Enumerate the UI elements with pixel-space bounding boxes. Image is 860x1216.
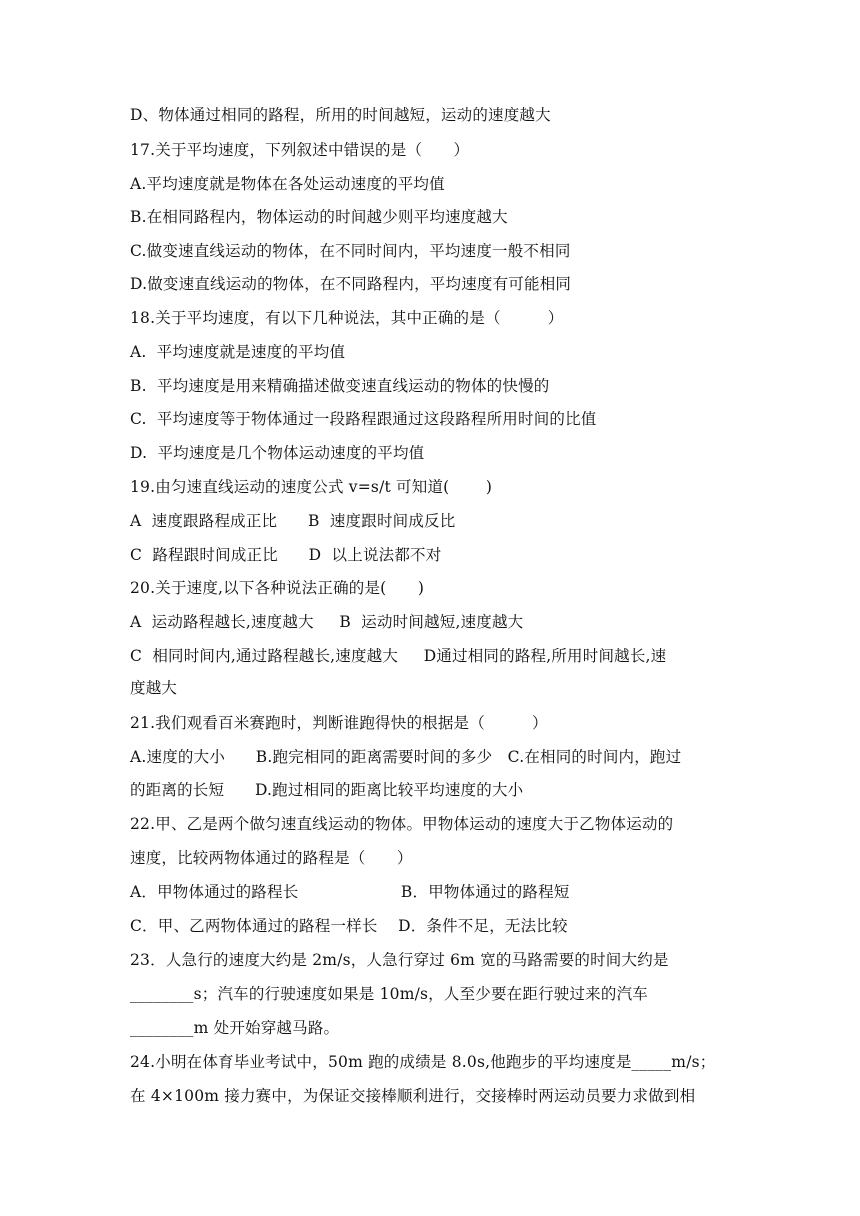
question-23-stem-continued: ________s；汽车的行驶速度如果是 10m/s，人至少要在距行驶过来的汽车 [130,985,648,1003]
text-line: D、物体通过相同的路程，所用的时间越短，运动的速度越大 [130,106,551,124]
option-line: C 路程跟时间成正比 D 以上说法都不对 [130,546,442,564]
question-24-stem: 24.小明在体育毕业考试中，50m 跑的成绩是 8.0s,他跑步的平均速度是_____m/s； [130,1053,716,1071]
question-23-stem-continued: ________m 处开始穿越马路。 [130,1019,340,1037]
option-line: D.做变速直线运动的物体，在不同路程内，平均速度有可能相同 [130,275,572,293]
option-line: B. 平均速度是用来精确描述做变速直线运动的物体的快慢的 [130,377,550,395]
option-line-continued: 的距离的长短 D.跑过相同的距离比较平均速度的大小 [130,781,524,799]
option-line: A 速度跟路程成正比 B 速度跟时间成反比 [130,512,456,530]
option-line: B.在相同路程内，物体运动的时间越少则平均速度越大 [130,208,508,226]
option-line: C．甲、乙两物体通过的路程一样长 D．条件不足，无法比较 [130,917,568,935]
question-17-stem: 17.关于平均速度，下列叙述中错误的是（ ） [130,141,470,159]
question-22-stem-continued: 速度，比较两物体通过的路程是（ ） [130,849,413,867]
option-line: C 相同时间内,通过路程越长,速度越大 D通过相同的路程,所用时间越长,速 [130,647,667,665]
option-line: C. 平均速度等于物体通过一段路程跟通过这段路程所用时间的比值 [130,410,597,428]
option-line-continued: 度越大 [130,679,178,697]
question-20-stem: 20.关于速度,以下各种说法正确的是( ) [130,579,425,597]
option-line: A.平均速度就是物体在各处运动速度的平均值 [130,175,445,193]
question-22-stem: 22.甲、乙是两个做匀速直线运动的物体。甲物体运动的速度大于乙物体运动的 [130,815,674,833]
question-23-stem: 23．人急行的速度大约是 2m/s，人急行穿过 6m 宽的马路需要的时间大约是 [130,951,669,969]
option-line: D. 平均速度是几个物体运动速度的平均值 [130,444,425,462]
question-18-stem: 18.关于平均速度，有以下几种说法，其中正确的是（ ） [130,309,564,327]
option-line: A．甲物体通过的路程长 B．甲物体通过的路程短 [130,883,570,901]
question-19-stem: 19.由匀速直线运动的速度公式 v=s/t 可知道( ) [130,478,493,496]
option-line: C.做变速直线运动的物体，在不同时间内，平均速度一般不相同 [130,242,571,260]
question-21-stem: 21.我们观看百米赛跑时，判断谁跑得快的根据是（ ） [130,714,548,732]
question-24-stem-continued: 在 4×100m 接力赛中，为保证交接棒顺利进行，交接棒时两运动员要力求做到相 [130,1087,696,1105]
option-line: A. 平均速度就是速度的平均值 [130,343,346,361]
option-line: A.速度的大小 B.跑完相同的距离需要时间的多少 C.在相同的时间内，跑过 [130,748,682,766]
option-line: A 运动路程越长,速度越大 B 运动时间越短,速度越大 [130,613,524,631]
